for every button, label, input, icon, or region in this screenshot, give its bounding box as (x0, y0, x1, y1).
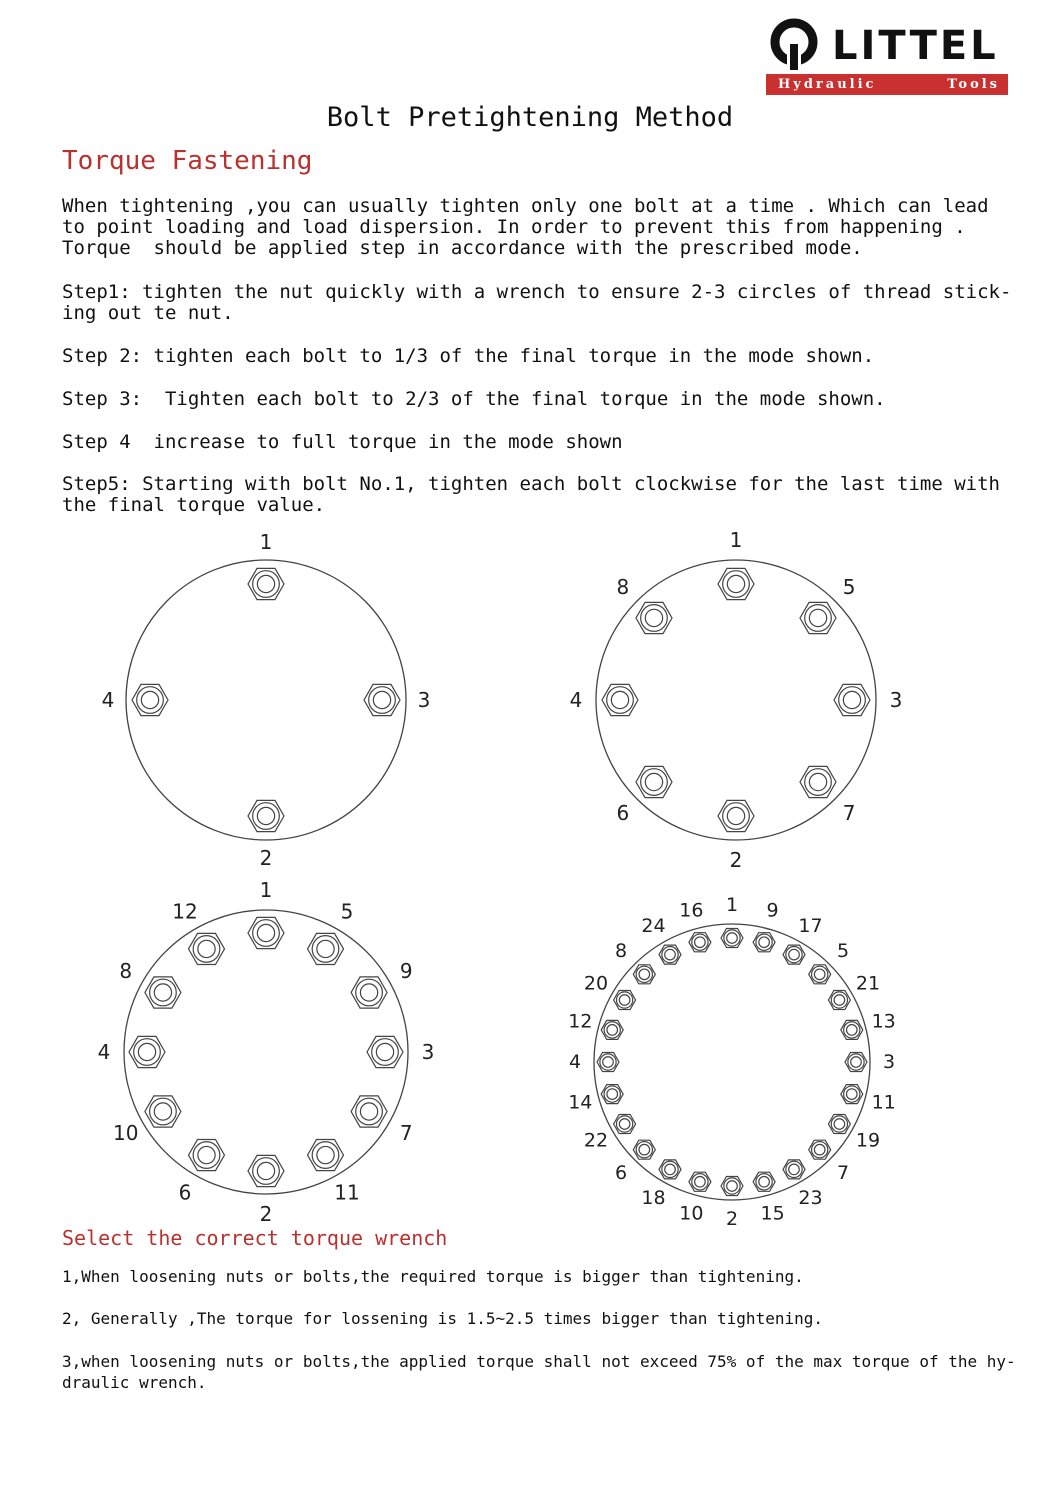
bolt-number-label: 1 (725, 894, 739, 916)
bolt-nut-icon (753, 1172, 775, 1191)
bolt-number-label: 7 (842, 801, 856, 826)
bolt-nut-icon (189, 933, 225, 964)
bolt-number-label: 3 (417, 688, 431, 712)
bolt-number-label: 21 (855, 972, 881, 995)
bolt-nut-icon (783, 1160, 805, 1179)
bolt-nut-icon (367, 1036, 403, 1067)
bolt-nut-icon (602, 684, 638, 715)
bolt-nut-icon (636, 766, 672, 797)
note-3: 3,when loosening nuts or bolts,the applied torque shall not exceed 75% of the max torque of the hy- draulic wrench. (62, 1352, 1016, 1392)
bolt-nut-icon (597, 1053, 619, 1072)
brand-tagline-bar (766, 74, 1008, 95)
bolt-number-label: 4 (569, 688, 583, 712)
bolt-number-label: 1 (729, 528, 743, 552)
step-2: Step 2: tighten each bolt to 1/3 of the final torque in the mode shown. (62, 345, 875, 367)
bolt-nut-icon (659, 1160, 681, 1179)
bolt-number-label: 7 (836, 1162, 850, 1184)
bolt-nut-icon (633, 965, 655, 984)
bolt-number-label: 5 (842, 574, 856, 599)
bolt-number-label: 9 (766, 899, 779, 922)
bolt-nut-icon (809, 1140, 831, 1159)
bolt-nut-icon (248, 1155, 284, 1186)
bolt-number-label: 16 (679, 899, 704, 922)
bolt-number-label: 12 (568, 1010, 593, 1033)
bolt-nut-icon (364, 684, 400, 715)
bolt-nut-icon (248, 917, 284, 948)
bolt-nut-icon (689, 933, 711, 952)
bolt-nut-icon (721, 929, 743, 948)
bolt-nut-icon (718, 568, 754, 599)
bolt-number-label: 22 (583, 1129, 609, 1152)
step-3: Step 3: Tighten each bolt to 2/3 of the final torque in the mode shown. (62, 388, 886, 410)
bolt-nut-icon (809, 965, 831, 984)
bolt-nut-icon (145, 1096, 181, 1127)
bolt-nut-icon (828, 991, 850, 1010)
bolt-number-label: 23 (798, 1187, 823, 1209)
bolt-pattern-24 (568, 894, 896, 1230)
bolt-nut-icon (308, 1140, 344, 1171)
bolt-nut-icon (614, 1115, 636, 1134)
bolt-pattern-diagrams (80, 528, 960, 1238)
bolt-nut-icon (828, 1115, 850, 1134)
bolt-nut-icon (800, 766, 836, 797)
bolt-number-label: 2 (259, 1202, 273, 1226)
bolt-nut-icon (601, 1020, 623, 1039)
bolt-number-label: 1 (259, 530, 273, 554)
bolt-number-label: 3 (889, 688, 903, 712)
bolt-number-label: 5 (340, 899, 354, 924)
bolt-nut-icon (129, 1036, 165, 1067)
bolt-number-label: 15 (760, 1202, 785, 1225)
bolt-number-label: 14 (568, 1091, 593, 1114)
flange-circle (594, 924, 870, 1200)
brand-logo (766, 14, 1010, 96)
bolt-number-label: 10 (679, 1202, 704, 1225)
bolt-nut-icon (841, 1020, 863, 1039)
bolt-number-label: 17 (798, 915, 823, 937)
bolt-nut-icon (721, 1177, 743, 1196)
bolt-number-label: 11 (871, 1091, 896, 1114)
bolt-number-label: 3 (882, 1051, 896, 1073)
bolt-nut-icon (845, 1053, 867, 1072)
bolt-number-label: 4 (101, 688, 115, 712)
bolt-pattern-8 (570, 528, 903, 872)
flange-circle (124, 910, 408, 1194)
bolt-nut-icon (601, 1085, 623, 1104)
bolt-nut-icon (636, 602, 672, 633)
note-2: 2, Generally ,The torque for lossening is 1.5~2.5 times bigger than tightening. (62, 1309, 823, 1328)
bolt-number-label: 10 (112, 1121, 139, 1145)
bolt-number-label: 6 (614, 1162, 628, 1184)
bolt-number-label: 11 (334, 1180, 360, 1205)
intro-paragraph: When tightening ,you can usually tighten only one bolt at a time . Which can lead to point loading and load dispersion. In order to prevent this from happening . Torque should be applied step in accordance with the prescribed mode. (62, 195, 989, 259)
bolt-nut-icon (834, 684, 870, 715)
bolt-number-label: 20 (583, 972, 609, 995)
bolt-nut-icon (614, 991, 636, 1010)
bolt-nut-icon (659, 945, 681, 964)
step-1: Step1: tighten the nut quickly with a wrench to ensure 2-3 circles of thread stick- ing out te nut. (62, 281, 1012, 324)
bolt-nut-icon (841, 1085, 863, 1104)
bolt-nut-icon (132, 684, 168, 715)
bolt-nut-icon (351, 977, 387, 1008)
bolt-nut-icon (718, 800, 754, 831)
bolt-number-label: 8 (616, 574, 630, 599)
bolt-number-label: 5 (836, 940, 850, 962)
bolt-pattern-4 (102, 530, 431, 870)
bolt-number-label: 4 (568, 1051, 582, 1073)
page-title: Bolt Pretightening Method (326, 102, 734, 133)
bolt-nut-icon (248, 800, 284, 831)
bolt-number-label: 19 (855, 1129, 881, 1152)
bolt-number-label: 7 (399, 1121, 413, 1145)
bolt-number-label: 6 (616, 801, 630, 826)
bolt-nut-icon (189, 1140, 225, 1171)
bolt-number-label: 3 (421, 1040, 435, 1064)
bolt-number-label: 8 (614, 940, 628, 962)
brand-tagline-left: Hydraulic (778, 77, 877, 92)
bolt-number-label: 24 (641, 915, 666, 937)
bolt-nut-icon (145, 977, 181, 1008)
bolt-number-label: 8 (119, 959, 133, 983)
brand-name: LITTEL (832, 23, 999, 69)
bolt-number-label: 12 (172, 899, 198, 924)
bolt-number-label: 18 (641, 1187, 666, 1209)
bolt-nut-icon (633, 1140, 655, 1159)
note-1: 1,When loosening nuts or bolts,the required torque is bigger than tightening. (62, 1267, 804, 1286)
bolt-nut-icon (753, 933, 775, 952)
wrench-section-title: Select the correct torque wrench (62, 1226, 448, 1250)
bolt-number-label: 6 (178, 1180, 192, 1205)
bolt-number-label: 4 (97, 1040, 111, 1064)
brand-tagline-right: Tools (947, 77, 1000, 92)
bolt-nut-icon (308, 933, 344, 964)
bolt-nut-icon (351, 1096, 387, 1127)
bolt-nut-icon (800, 602, 836, 633)
bolt-number-label: 1 (259, 878, 273, 902)
bolt-number-label: 2 (259, 846, 273, 870)
section-title: Torque Fastening (62, 146, 313, 176)
step-4: Step 4 increase to full torque in the mode shown (62, 431, 623, 453)
step-5: Step5: Starting with bolt No.1, tighten each bolt clockwise for the last time with the final torque value. (62, 473, 1000, 516)
bolt-number-label: 13 (871, 1010, 896, 1033)
littel-logo-icon (770, 18, 826, 74)
bolt-number-label: 2 (725, 1208, 739, 1230)
bolt-pattern-12 (98, 878, 435, 1226)
bolt-nut-icon (248, 568, 284, 599)
bolt-number-label: 9 (399, 959, 413, 983)
bolt-nut-icon (783, 945, 805, 964)
bolt-number-label: 2 (729, 848, 743, 872)
bolt-nut-icon (689, 1172, 711, 1191)
